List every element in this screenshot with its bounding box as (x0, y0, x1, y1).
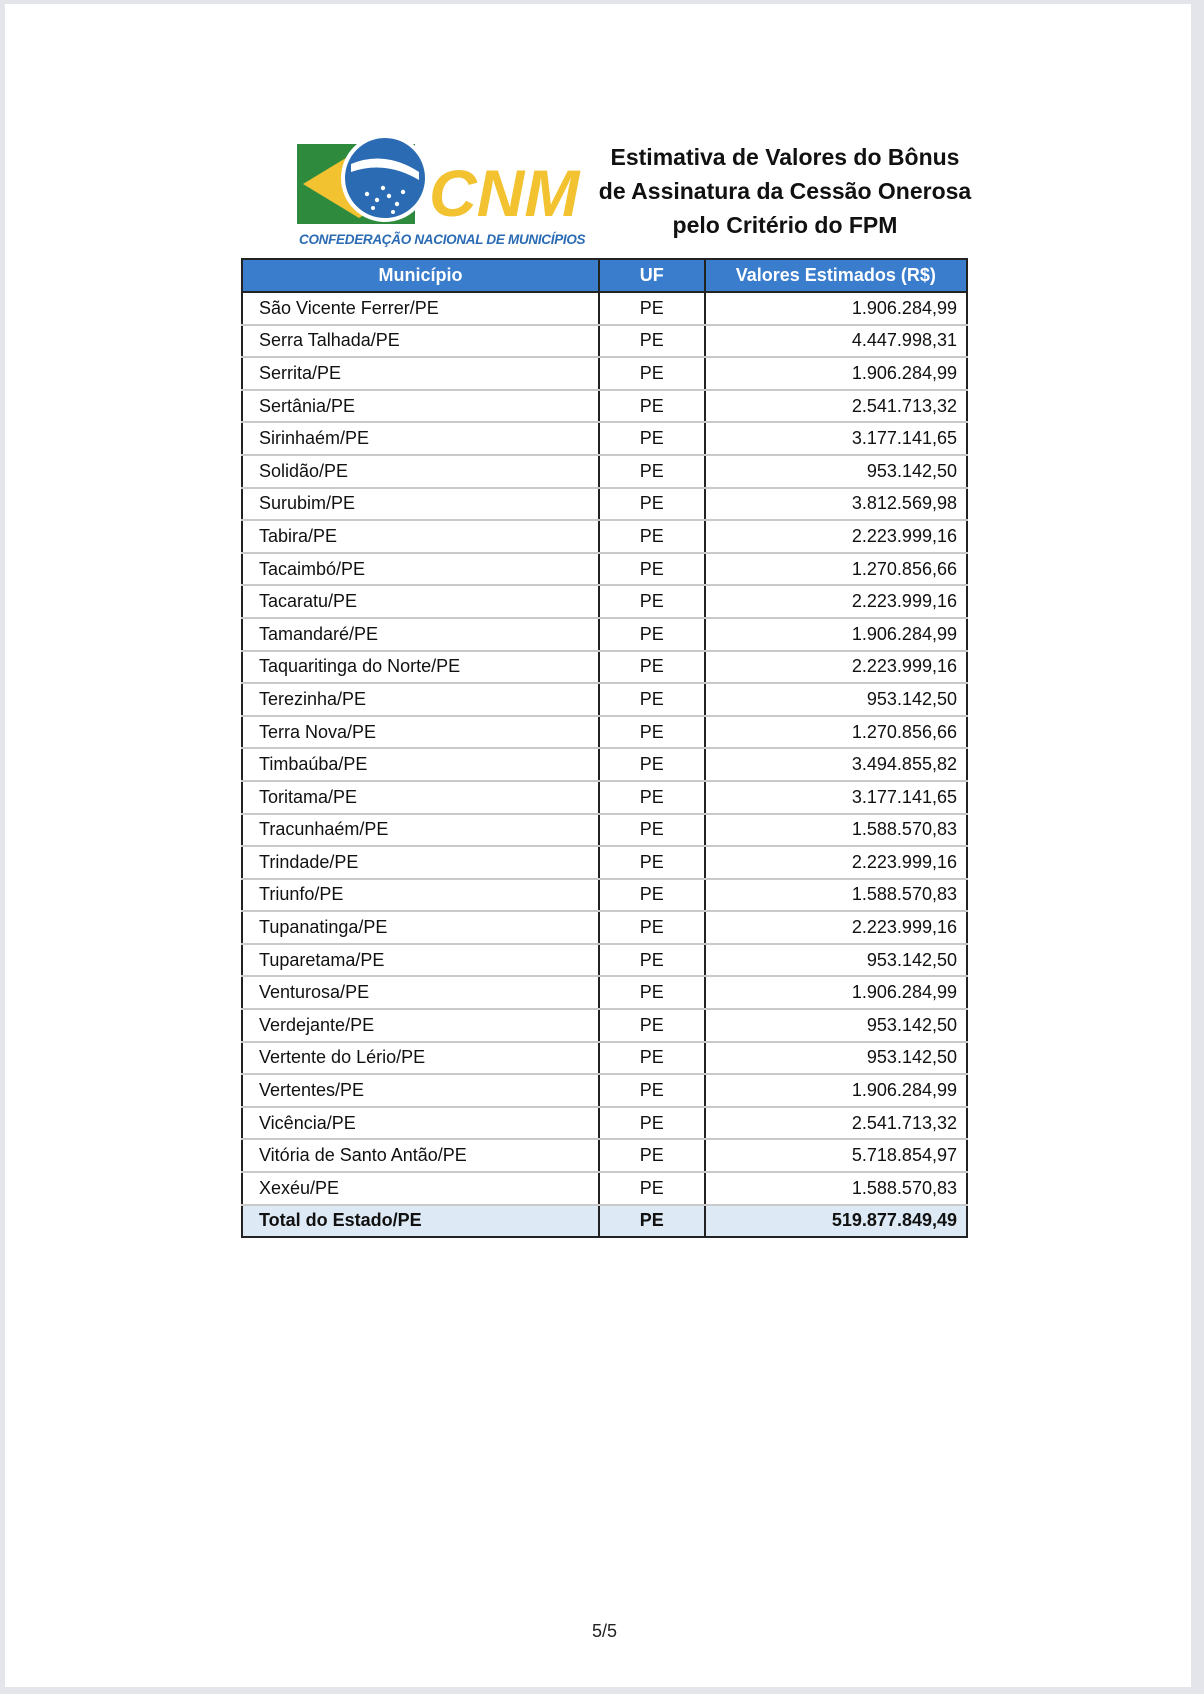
cell-uf: PE (599, 716, 705, 749)
table-row (242, 520, 967, 553)
table-body (242, 292, 967, 1237)
cell-uf: PE (599, 455, 705, 488)
total-uf: PE (599, 1205, 705, 1238)
table-row (242, 1107, 967, 1140)
cell-valor: 5.718.854,97 (705, 1139, 967, 1172)
cell-uf: PE (599, 814, 705, 847)
cell-uf: PE (599, 553, 705, 586)
cell-valor: 3.812.569,98 (705, 488, 967, 521)
logo-caption: CONFEDERAÇÃO NACIONAL DE MUNICÍPIOS (299, 232, 586, 247)
cell-valor: 2.223.999,16 (705, 846, 967, 879)
table-row (242, 1172, 967, 1205)
cell-uf: PE (599, 292, 705, 325)
table-row (242, 944, 967, 977)
cell-municipio: Venturosa/PE (242, 976, 599, 1009)
cell-uf: PE (599, 1074, 705, 1107)
cell-valor: 1.270.856,66 (705, 716, 967, 749)
table-row (242, 488, 967, 521)
cell-uf: PE (599, 683, 705, 716)
table-row (242, 618, 967, 651)
cell-municipio: Solidão/PE (242, 455, 599, 488)
cell-uf: PE (599, 1107, 705, 1140)
table-row (242, 1042, 967, 1075)
table-row (242, 1009, 967, 1042)
table-row (242, 422, 967, 455)
table-row (242, 846, 967, 879)
cell-valor: 3.177.141,65 (705, 422, 967, 455)
title-line-1: Estimativa de Valores do Bônus (610, 144, 960, 170)
cell-uf: PE (599, 846, 705, 879)
cell-municipio: Tuparetama/PE (242, 944, 599, 977)
cell-municipio: Terra Nova/PE (242, 716, 599, 749)
cell-valor: 1.906.284,99 (705, 357, 967, 390)
cell-municipio: Vertentes/PE (242, 1074, 599, 1107)
cell-valor: 1.906.284,99 (705, 976, 967, 1009)
cell-uf: PE (599, 944, 705, 977)
table-row (242, 325, 967, 358)
cell-municipio: Tracunhaém/PE (242, 814, 599, 847)
cell-valor: 1.588.570,83 (705, 879, 967, 912)
cell-valor: 2.541.713,32 (705, 390, 967, 423)
cell-municipio: Serrita/PE (242, 357, 599, 390)
cell-uf: PE (599, 651, 705, 684)
cell-uf: PE (599, 1139, 705, 1172)
cell-valor: 2.223.999,16 (705, 520, 967, 553)
cell-uf: PE (599, 748, 705, 781)
cell-uf: PE (599, 325, 705, 358)
cell-municipio: Vertente do Lério/PE (242, 1042, 599, 1075)
cell-municipio: Sertânia/PE (242, 390, 599, 423)
table-row (242, 781, 967, 814)
cell-valor: 4.447.998,31 (705, 325, 967, 358)
cell-municipio: Taquaritinga do Norte/PE (242, 651, 599, 684)
cell-uf: PE (599, 1042, 705, 1075)
cell-valor: 1.906.284,99 (705, 1074, 967, 1107)
cell-municipio: Serra Talhada/PE (242, 325, 599, 358)
cell-valor: 2.541.713,32 (705, 1107, 967, 1140)
table-total-row (242, 1205, 967, 1238)
table-row (242, 553, 967, 586)
cell-uf: PE (599, 390, 705, 423)
total-label: Total do Estado/PE (242, 1205, 599, 1238)
table-row (242, 455, 967, 488)
cell-valor: 2.223.999,16 (705, 651, 967, 684)
table-row (242, 357, 967, 390)
cell-uf: PE (599, 911, 705, 944)
cell-municipio: Tabira/PE (242, 520, 599, 553)
cell-uf: PE (599, 879, 705, 912)
values-table (241, 258, 968, 1238)
cell-uf: PE (599, 520, 705, 553)
header-valores: Valores Estimados (R$) (705, 259, 967, 292)
table-row (242, 748, 967, 781)
cell-uf: PE (599, 1009, 705, 1042)
page-number: 5/5 (591, 1621, 618, 1641)
cell-valor: 1.906.284,99 (705, 292, 967, 325)
table-row (242, 651, 967, 684)
cell-uf: PE (599, 976, 705, 1009)
title-line-2: de Assinatura da Cessão Onerosa (598, 178, 972, 204)
cell-valor: 953.142,50 (705, 1042, 967, 1075)
table-row (242, 1139, 967, 1172)
cell-municipio: São Vicente Ferrer/PE (242, 292, 599, 325)
title-line-3: pelo Critério do FPM (672, 212, 898, 238)
cell-valor: 2.223.999,16 (705, 585, 967, 618)
cell-municipio: Tamandaré/PE (242, 618, 599, 651)
cell-municipio: Tacaratu/PE (242, 585, 599, 618)
cell-valor: 1.270.856,66 (705, 553, 967, 586)
table-row (242, 716, 967, 749)
table-header-row (242, 259, 967, 292)
cell-municipio: Xexéu/PE (242, 1172, 599, 1205)
table-row (242, 1074, 967, 1107)
cell-valor: 953.142,50 (705, 683, 967, 716)
cell-municipio: Terezinha/PE (242, 683, 599, 716)
cell-uf: PE (599, 357, 705, 390)
cell-uf: PE (599, 618, 705, 651)
cell-valor: 953.142,50 (705, 1009, 967, 1042)
cell-uf: PE (599, 422, 705, 455)
cell-municipio: Trindade/PE (242, 846, 599, 879)
cell-valor: 1.588.570,83 (705, 814, 967, 847)
table-row (242, 879, 967, 912)
cell-municipio: Surubim/PE (242, 488, 599, 521)
document-title (595, 140, 975, 242)
cell-valor: 2.223.999,16 (705, 911, 967, 944)
cnm-logo (297, 130, 586, 253)
table-row (242, 390, 967, 423)
total-valor: 519.877.849,49 (705, 1205, 967, 1238)
logo-acronym: CNM (429, 156, 580, 230)
cell-uf: PE (599, 488, 705, 521)
cell-uf: PE (599, 1172, 705, 1205)
cell-municipio: Vitória de Santo Antão/PE (242, 1139, 599, 1172)
cell-municipio: Tupanatinga/PE (242, 911, 599, 944)
cell-municipio: Vicência/PE (242, 1107, 599, 1140)
cell-uf: PE (599, 585, 705, 618)
table-row (242, 683, 967, 716)
table-row (242, 585, 967, 618)
cell-municipio: Timbaúba/PE (242, 748, 599, 781)
cell-valor: 3.177.141,65 (705, 781, 967, 814)
table-row (242, 814, 967, 847)
cell-valor: 3.494.855,82 (705, 748, 967, 781)
header-municipio: Município (242, 259, 599, 292)
cell-valor: 953.142,50 (705, 455, 967, 488)
table-row (242, 976, 967, 1009)
cell-valor: 1.906.284,99 (705, 618, 967, 651)
cell-municipio: Tacaimbó/PE (242, 553, 599, 586)
document-page (5, 4, 1191, 1687)
table-row (242, 911, 967, 944)
cell-uf: PE (599, 781, 705, 814)
cell-municipio: Sirinhaém/PE (242, 422, 599, 455)
cell-valor: 1.588.570,83 (705, 1172, 967, 1205)
header-uf: UF (599, 259, 705, 292)
cnm-logo-emblem (297, 130, 580, 234)
cell-valor: 953.142,50 (705, 944, 967, 977)
cell-municipio: Verdejante/PE (242, 1009, 599, 1042)
cell-municipio: Toritama/PE (242, 781, 599, 814)
cell-municipio: Triunfo/PE (242, 879, 599, 912)
table-row (242, 292, 967, 325)
